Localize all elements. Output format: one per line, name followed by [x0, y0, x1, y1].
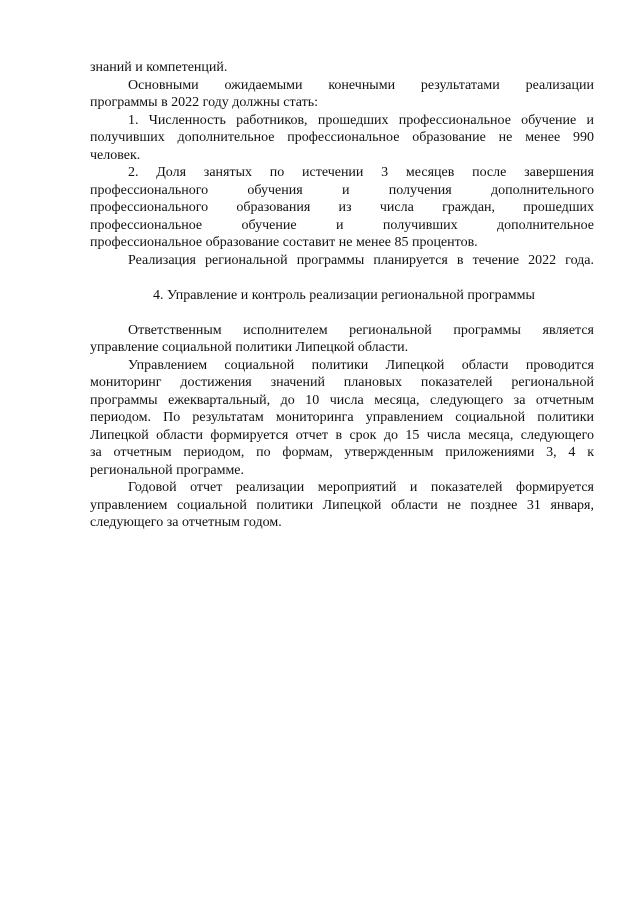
paragraph-line: управление социальной политики Липецкой области. — [90, 340, 409, 355]
timeline-paragraph: Реализация региональной программы планируется в течение 2022 года. — [128, 252, 594, 268]
paragraph-line: 1. Численность работников, прошедших профессиональное обучение и — [128, 112, 594, 128]
paragraph-line: профессионального обучения и получения дополнительного — [90, 182, 594, 198]
paragraph-line: следующего за отчетным годом. — [90, 515, 282, 530]
document-body — [90, 59, 594, 532]
paragraph-line: профессиональное образование составит не менее 85 процентов. — [90, 235, 478, 250]
monitoring-paragraph — [90, 357, 594, 480]
result-item-2 — [90, 164, 594, 252]
paragraph-line: человек. — [90, 147, 141, 163]
paragraph-line: мониторинг достижения значений плановых показателей региональной — [90, 375, 594, 390]
paragraph-line: управлением социальной политики Липецкой области не позднее 31 января, — [90, 497, 594, 513]
paragraph-line: региональной программе. — [90, 462, 245, 478]
annual-report-paragraph — [90, 479, 594, 532]
paragraph-line: Липецкой области формируется отчет в срок до 15 числа месяца, следующего — [90, 427, 594, 443]
paragraph-line: Годовой отчет реализации мероприятий и показателей формируется — [128, 480, 594, 495]
result-item-1 — [90, 112, 594, 165]
paragraph-line: профессиональное обучение и получивших дополнительное — [90, 217, 594, 233]
paragraph-line: программы ежеквартальный, до 10 числа месяца, следующего за отчетным — [90, 392, 594, 408]
responsible-paragraph — [90, 322, 594, 357]
paragraph-line: профессионального образования из числа граждан, прошедших — [90, 200, 594, 215]
section-4-heading: 4. Управление и контроль реализации региональной программы — [153, 287, 535, 303]
paragraph-line: получивших дополнительное профессиональное образование не менее 990 — [90, 130, 594, 145]
paragraph-line: 2. Доля занятых по истечении 3 месяцев после завершения — [128, 165, 594, 180]
paragraph-line: Управлением социальной политики Липецкой области проводится — [128, 357, 594, 373]
paragraph-line: Ответственным исполнителем региональной программы является — [128, 322, 594, 338]
paragraph-line: программы в 2022 году должны стать: — [90, 95, 319, 110]
paragraph-line: за отчетным периодом, по формам, утвержденным приложениями 3, 4 к — [90, 445, 594, 460]
spacer — [90, 304, 594, 322]
results-paragraph — [90, 77, 594, 112]
spacer — [90, 269, 594, 287]
intro-tail-line: знаний и компетенций. — [90, 60, 228, 75]
paragraph-line: периодом. По результатам мониторинга управлением социальной политики — [90, 410, 594, 425]
paragraph-line: Основными ожидаемыми конечными результатами реализации — [128, 77, 594, 93]
